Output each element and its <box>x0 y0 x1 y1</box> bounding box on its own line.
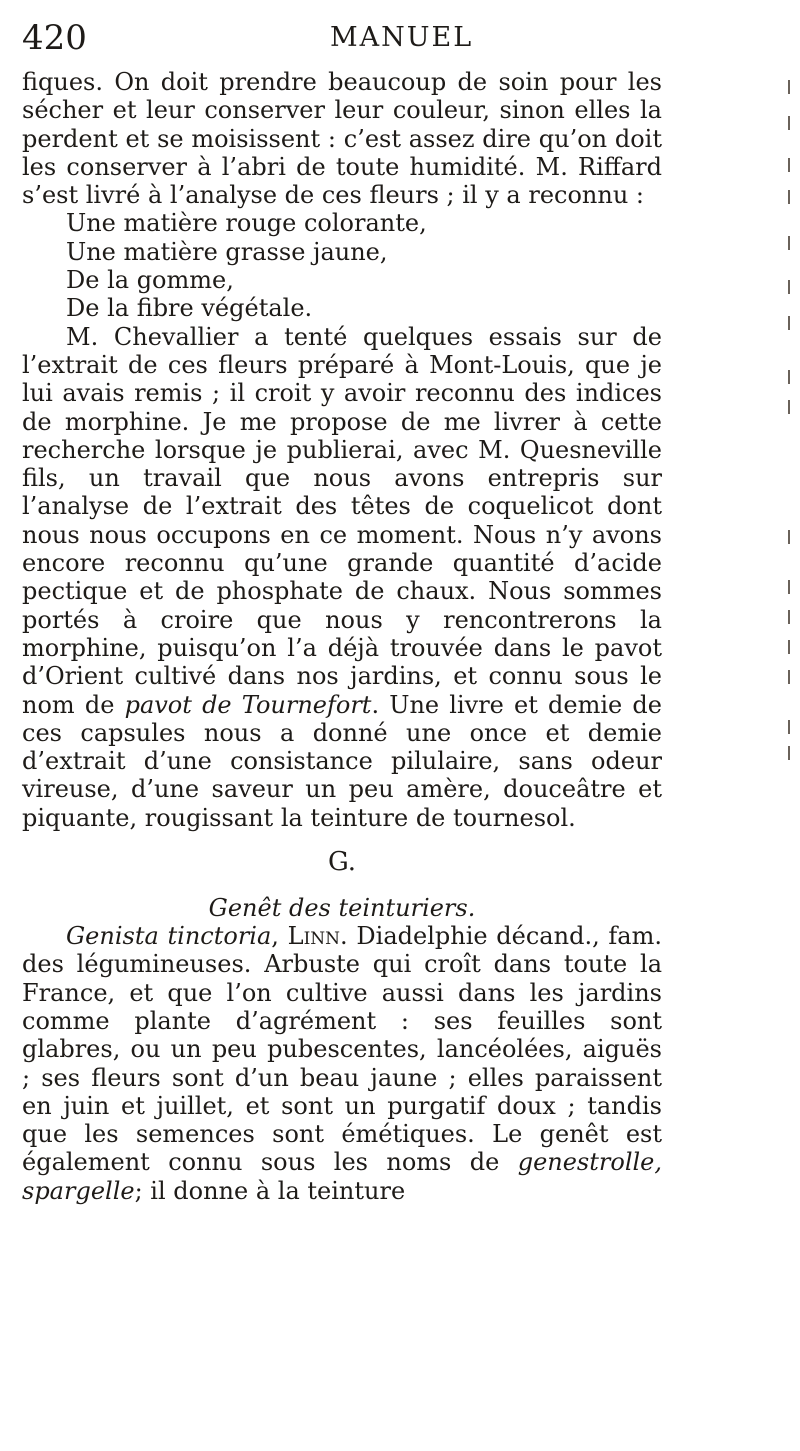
margin-mark <box>788 316 790 330</box>
paragraph-chevallier <box>22 323 662 832</box>
margin-mark <box>788 746 790 760</box>
pavot-name: pavot de Tournefort <box>124 690 372 719</box>
margin-mark <box>788 158 790 172</box>
analysis-list <box>66 209 662 322</box>
list-item: De la fibre végétale. <box>66 294 313 323</box>
margin-mark <box>788 530 790 544</box>
list-item: Une matière grasse jaune, <box>66 237 388 266</box>
list-item: De la gomme, <box>66 266 234 295</box>
entry-text-end: ; il donne à la teinture <box>134 1176 406 1205</box>
paragraph-analysis-intro: fiques. On doit prendre beaucoup de soin pour les sécher et leur conserver leur couleur, sinon elles la perdent et se moisissent : c’est assez dire qu’on doit les conserver à l’abri de toute humidité. M. Riffard s’est livré à l’analyse de ces fleurs ; il y a reconnu : <box>22 68 662 210</box>
margin-mark <box>788 400 790 414</box>
margin-mark <box>788 670 790 684</box>
margin-mark <box>788 580 790 594</box>
entry-text: Diadelphie décand., fam. des légumineuses. Arbuste qui croît dans toute la France, et que l’on cultive aussi dans les jardins comme plante d’agrément : ses feuilles sont glabres, ou un peu pubescentes, lancéolées, aiguës ; ses fleurs sont d’un beau jaune ; elles paraissent en juin et juillet, et sont un purgatif doux ; tandis que les semences sont émétiques. Le genêt est également connu sous les noms de <box>22 922 662 1177</box>
margin-mark <box>788 610 790 624</box>
author-abbrev: Linn. <box>287 922 348 951</box>
page-number: 420 <box>22 18 87 58</box>
margin-mark <box>788 116 790 130</box>
margin-mark <box>788 280 790 294</box>
margin-mark <box>788 80 790 94</box>
section-letter: G. <box>327 847 357 878</box>
genista-entry: Genista tinctoria, Linn. Diadelphie décand., fam. des légumineuses. Arbuste qui croît dans toute la France, et que l’on cultive aussi dans les jardins comme plante d’agrément : ses feuilles sont glabres, ou un peu pubescentes, lancéolées, aiguës ; ses fleurs sont d’un beau jaune ; elles paraissent en juin et juillet, et sont un purgatif doux ; tandis que les semences sont émétiques. Le genêt est également connu sous les noms de genestrolle, spargelle; il donne à la teinture <box>22 922 662 1205</box>
page-header <box>22 6 662 58</box>
latin-name: Genista tinctoria <box>66 922 272 951</box>
paragraph-text: . Une livre et demie de ces capsules nous a donné une once et demie d’extrait d’une consistance pilulaire, sans odeur vireuse, d’une saveur un peu amère, douceâtre et piquante, rougissant la teinture de tournesol. <box>22 690 662 832</box>
margin-mark <box>788 640 790 654</box>
page-body <box>22 68 662 1205</box>
other-names: genestrolle, spargelle <box>22 1148 662 1205</box>
margin-bleed-marks <box>784 80 800 760</box>
paragraph-text: M. Chevallier a tenté quelques essais sur de l’extrait de ces fleurs préparé à Mont-Louis, que je lui avais remis ; il croit y avoir reconnu des indices de morphine. Je me propose de me livrer à cette recherche lorsque je publierai, avec M. Quesneville fils, un travail que nous avons entrepris sur l’analyse de l’extrait des têtes de coquelicot dont nous nous occupons en ce moment. Nous n’y avons encore reconnu qu’une grande quantité d’acide pectique et de phosphate de chaux. Nous sommes portés à croire que nous y rencontrerons la morphine, puisqu’on l’a déjà trouvée dans le pavot d’Orient cultivé dans nos jardins, et connu sous le nom de <box>22 322 662 719</box>
section-title: Genêt des teinturiers. <box>208 894 476 923</box>
margin-mark <box>788 236 790 250</box>
margin-mark <box>788 190 790 204</box>
list-item: Une matière rouge colorante, <box>66 209 427 238</box>
running-head: MANUEL <box>330 22 474 53</box>
margin-mark <box>788 720 790 734</box>
margin-mark <box>788 370 790 384</box>
